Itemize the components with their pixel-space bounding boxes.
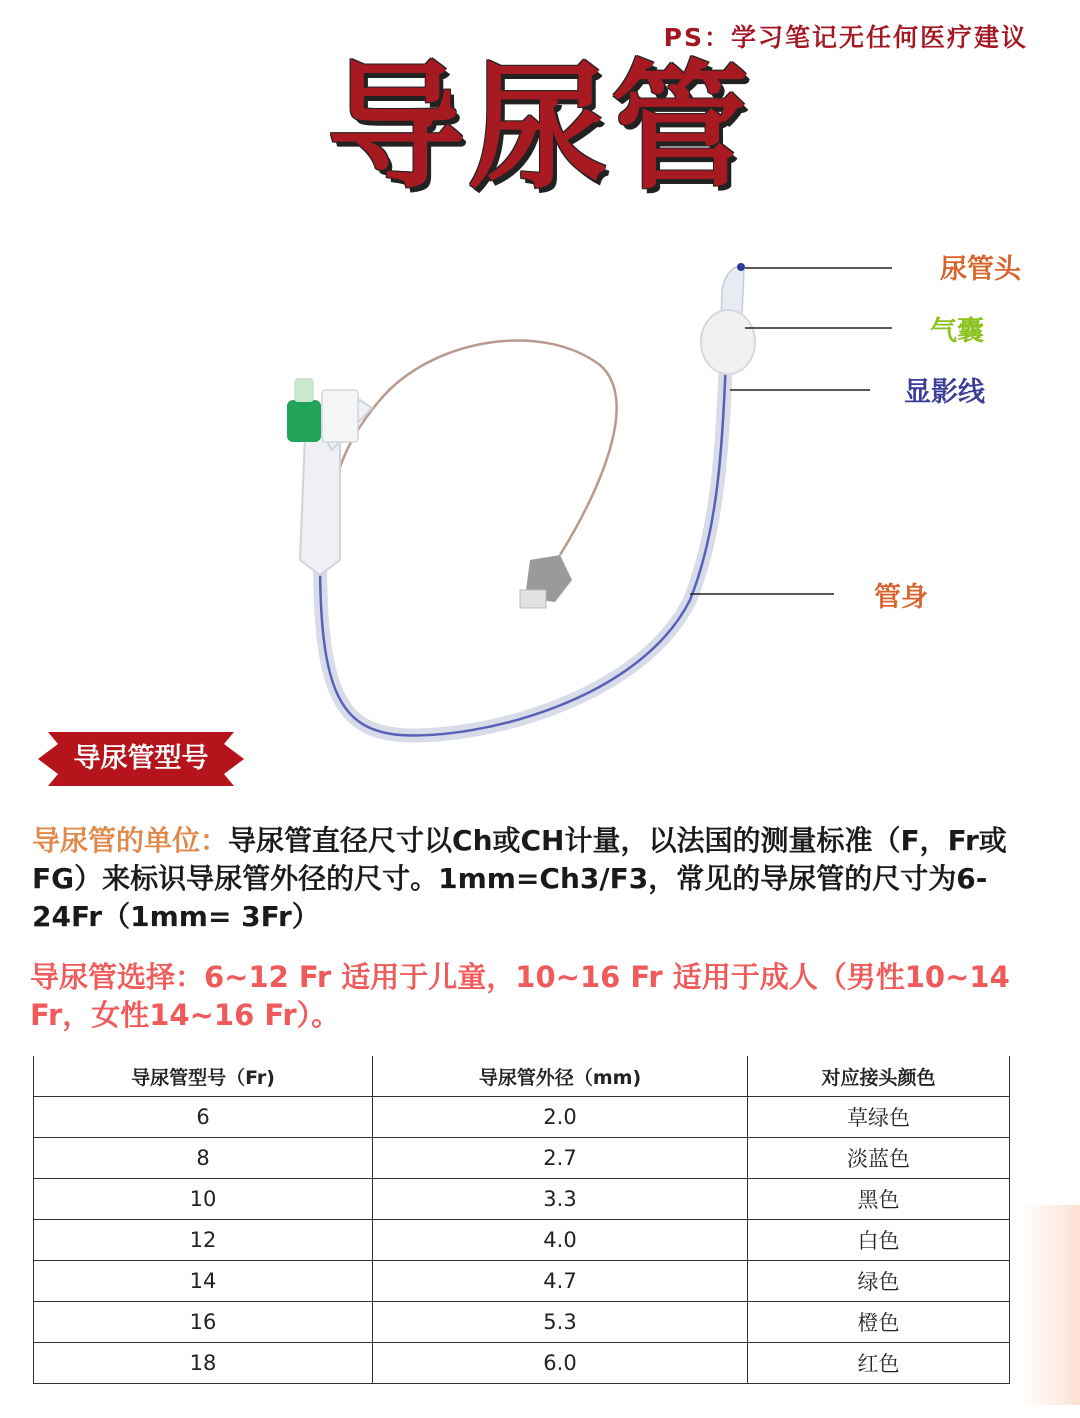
- table-row: [34, 1220, 1010, 1261]
- header-diameter: 导尿管外径（mm): [373, 1056, 748, 1097]
- page-title: 导尿管: [326, 47, 753, 208]
- cell-diameter: 5.3: [373, 1302, 748, 1343]
- cell-diameter: 4.0: [373, 1220, 748, 1261]
- label-xray-line: 显影线: [904, 377, 985, 408]
- section-badge-label: 导尿管型号: [73, 743, 209, 774]
- cell-diameter: 3.3: [373, 1179, 748, 1220]
- label-tip: 尿管头: [940, 254, 1021, 285]
- cell-size: 8: [34, 1138, 373, 1179]
- cell-color: 红色: [748, 1343, 1010, 1384]
- catheter-illustration: [0, 230, 1080, 750]
- table-header-row: [34, 1056, 1010, 1097]
- selection-paragraph: 导尿管选择：6~12 Fr 适用于儿童，10~16 Fr 适用于成人（男性10~14 Fr，女性14~16 Fr）。: [30, 960, 1010, 1032]
- cell-diameter: 2.0: [373, 1097, 748, 1138]
- section-badge: [34, 728, 248, 790]
- cell-color: 淡蓝色: [748, 1138, 1010, 1179]
- cell-size: 16: [34, 1302, 373, 1343]
- table-row: [34, 1261, 1010, 1302]
- table-row: [34, 1097, 1010, 1138]
- catheter-tube: [320, 360, 726, 735]
- label-balloon: 气囊: [930, 316, 984, 347]
- cell-color: 草绿色: [748, 1097, 1010, 1138]
- table-row: [34, 1343, 1010, 1384]
- temperature-wire: [330, 340, 617, 555]
- units-heading: 导尿管的单位：: [32, 824, 229, 857]
- disclaimer-note: PS：学习笔记无任何医疗建议: [663, 23, 1028, 52]
- header-color: 对应接头颜色: [748, 1056, 1010, 1097]
- cell-diameter: 4.7: [373, 1261, 748, 1302]
- cell-size: 10: [34, 1179, 373, 1220]
- cell-size: 6: [34, 1097, 373, 1138]
- units-paragraph: [32, 822, 1042, 936]
- valve-port-green: [287, 400, 321, 442]
- size-table: [33, 1056, 1010, 1384]
- header-size: 导尿管型号（Fr): [34, 1056, 373, 1097]
- cell-color: 白色: [748, 1220, 1010, 1261]
- cell-color: 绿色: [748, 1261, 1010, 1302]
- table-row: [34, 1302, 1010, 1343]
- cell-size: 12: [34, 1220, 373, 1261]
- tip-dot: [737, 263, 745, 271]
- balloon: [701, 310, 755, 374]
- label-body: 管身: [874, 582, 928, 613]
- cell-size: 14: [34, 1261, 373, 1302]
- cell-color: 橙色: [748, 1302, 1010, 1343]
- units-text: 导尿管直径尺寸以Ch或CH计量，以法国的测量标准（F，Fr或FG）来标识导尿管外径的尺寸。1mm=Ch3/F3，常见的导尿管的尺寸为6-24Fr（1mm= 3Fr）: [32, 824, 1007, 933]
- xray-stripe: [320, 360, 726, 735]
- cell-diameter: 2.7: [373, 1138, 748, 1179]
- decorative-corner: [1020, 1205, 1080, 1405]
- cell-diameter: 6.0: [373, 1343, 748, 1384]
- cell-size: 18: [34, 1343, 373, 1384]
- cell-color: 黑色: [748, 1179, 1010, 1220]
- table-row: [34, 1179, 1010, 1220]
- table-row: [34, 1138, 1010, 1179]
